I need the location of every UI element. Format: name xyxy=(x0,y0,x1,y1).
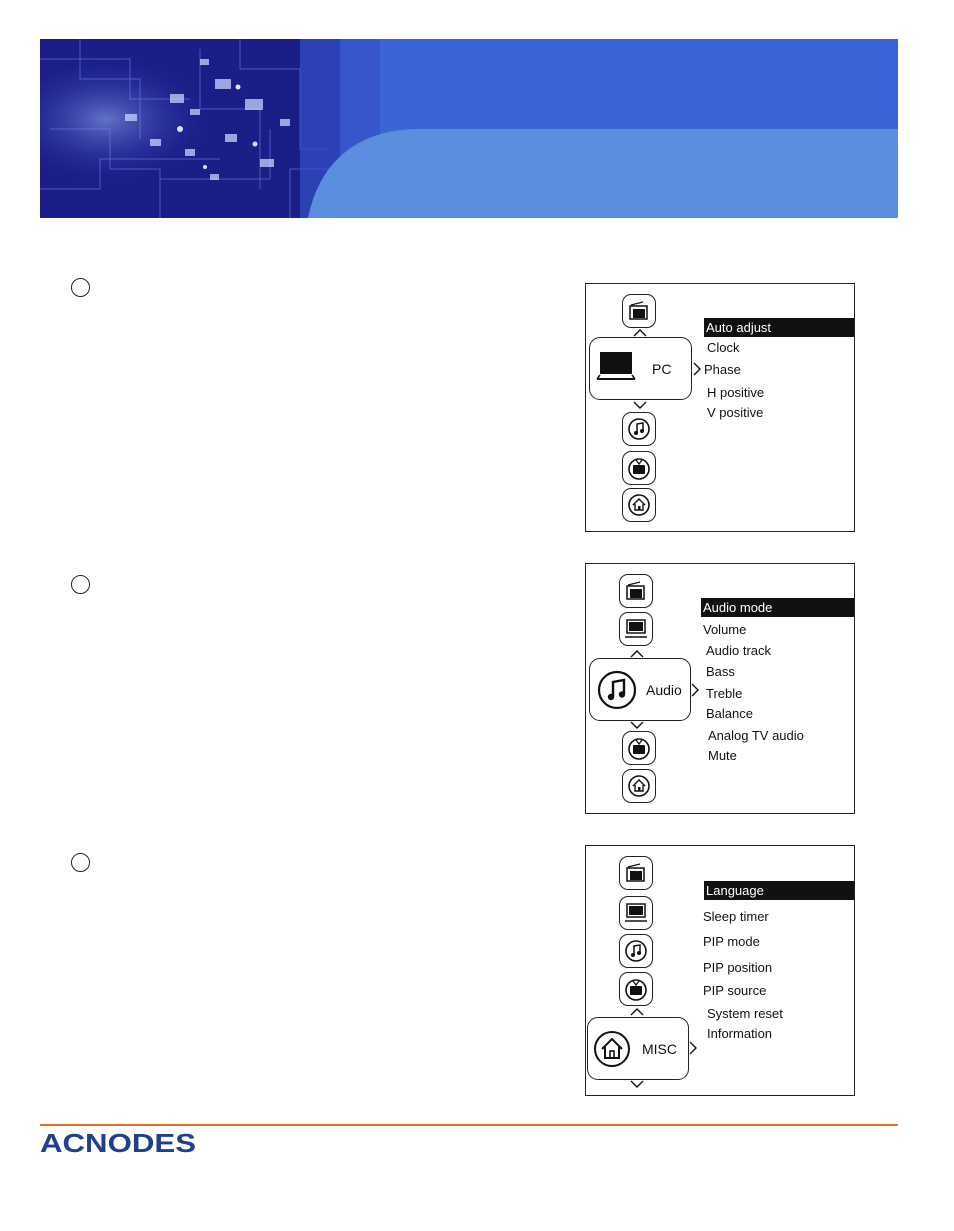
home-icon xyxy=(627,774,651,798)
caret-right-icon xyxy=(691,683,699,697)
step-marker-3 xyxy=(71,853,90,872)
footer-divider xyxy=(40,1124,898,1126)
step-marker-2 xyxy=(71,575,90,594)
caret-down-icon xyxy=(630,1080,644,1088)
acnodes-logo xyxy=(40,1131,200,1160)
caret-up-icon xyxy=(630,650,644,658)
menu-item[interactable]: V positive xyxy=(707,405,764,420)
menu-item[interactable]: Phase xyxy=(704,362,741,377)
picture-menu-button[interactable] xyxy=(622,294,656,328)
tv-icon xyxy=(627,456,651,480)
osd-panel-pc xyxy=(585,283,855,532)
menu-item[interactable]: Analog TV audio xyxy=(708,728,804,743)
logo-wordmark xyxy=(40,1131,200,1155)
osd-panel-audio xyxy=(585,563,855,814)
tv-menu-button[interactable] xyxy=(622,731,656,765)
picture-menu-button[interactable] xyxy=(619,574,653,608)
picture-icon xyxy=(624,579,648,603)
picture-icon xyxy=(624,861,648,885)
tv-menu-button[interactable] xyxy=(619,972,653,1006)
monitor-icon xyxy=(596,350,638,386)
menu-item-selected[interactable]: Auto adjust xyxy=(704,318,854,337)
menu-item-selected[interactable]: Language xyxy=(704,881,854,900)
active-menu-label: MISC xyxy=(642,1040,677,1057)
music-note-icon xyxy=(597,670,637,710)
tv-icon xyxy=(627,736,651,760)
misc-menu-button[interactable] xyxy=(622,488,656,522)
tv-menu-button[interactable] xyxy=(622,451,656,485)
caret-right-icon xyxy=(693,362,701,376)
menu-item[interactable]: System reset xyxy=(707,1006,783,1021)
pc-menu-button[interactable] xyxy=(619,612,653,646)
caret-down-icon xyxy=(630,721,644,729)
misc-menu-active[interactable] xyxy=(587,1017,689,1080)
audio-menu-button[interactable] xyxy=(622,412,656,446)
menu-item[interactable]: Clock xyxy=(707,340,740,355)
menu-item[interactable]: Treble xyxy=(706,686,743,701)
pc-menu-active[interactable] xyxy=(589,337,692,400)
tv-icon xyxy=(624,977,648,1001)
music-note-icon xyxy=(627,417,651,441)
circuit-board-graphic xyxy=(40,39,898,218)
caret-up-icon xyxy=(630,1008,644,1016)
picture-menu-button[interactable] xyxy=(619,856,653,890)
home-icon xyxy=(627,493,651,517)
menu-item[interactable]: PIP position xyxy=(703,960,773,975)
active-menu-label: PC xyxy=(652,360,672,377)
logo-text: ACNODES xyxy=(40,1131,196,1155)
pc-menu-button[interactable] xyxy=(619,896,653,930)
audio-menu-button[interactable] xyxy=(619,934,653,968)
menu-item-selected[interactable]: Audio mode xyxy=(701,598,854,617)
menu-item[interactable]: Mute xyxy=(708,748,737,763)
menu-item[interactable]: Audio track xyxy=(706,643,772,658)
caret-down-icon xyxy=(633,401,647,409)
audio-menu-active[interactable] xyxy=(589,658,691,721)
header-banner xyxy=(40,39,898,218)
monitor-icon xyxy=(624,617,648,641)
misc-menu-button[interactable] xyxy=(622,769,656,803)
monitor-icon xyxy=(624,901,648,925)
caret-right-icon xyxy=(689,1041,697,1055)
menu-item[interactable]: PIP mode xyxy=(703,934,760,949)
step-marker-1 xyxy=(71,278,90,297)
menu-item[interactable]: PIP source xyxy=(703,983,767,998)
caret-up-icon xyxy=(633,329,647,337)
active-menu-label: Audio xyxy=(646,681,682,698)
picture-icon xyxy=(627,299,651,323)
menu-item[interactable]: Sleep timer xyxy=(703,909,769,924)
home-icon xyxy=(593,1030,631,1068)
menu-item[interactable]: Information xyxy=(707,1026,773,1041)
osd-panel-misc xyxy=(585,845,855,1096)
menu-item[interactable]: Bass xyxy=(706,664,735,679)
menu-item[interactable]: H positive xyxy=(707,385,765,400)
music-note-icon xyxy=(624,939,648,963)
menu-item[interactable]: Volume xyxy=(703,622,747,637)
menu-item[interactable]: Balance xyxy=(706,706,753,721)
